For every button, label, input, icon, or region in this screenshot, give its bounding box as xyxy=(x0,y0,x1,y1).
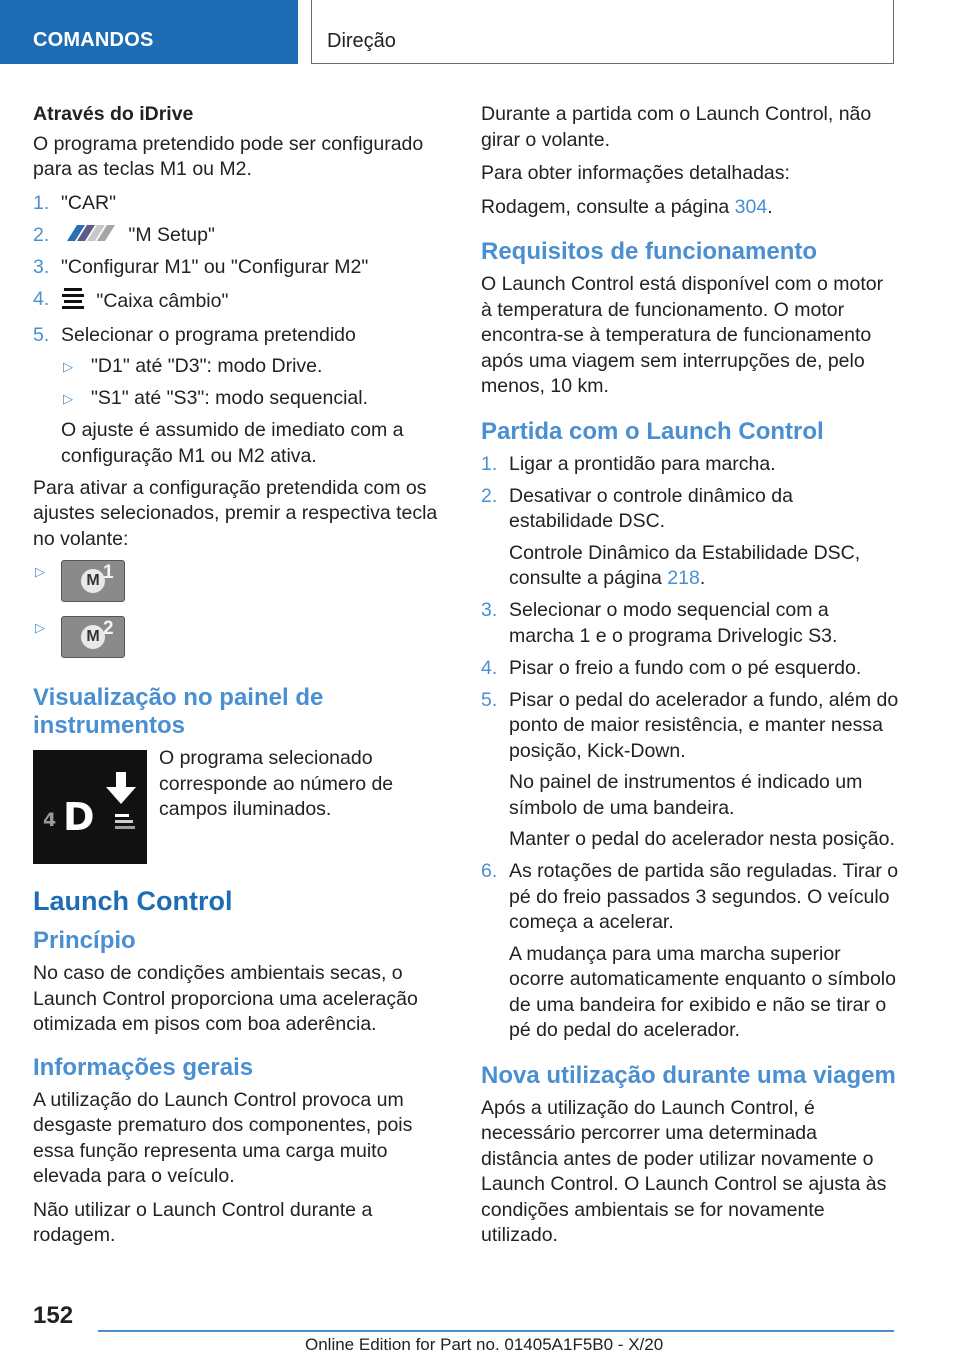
gear-number-label: 4 xyxy=(43,809,57,832)
m1-key-icon xyxy=(61,560,125,602)
section-header xyxy=(0,0,298,64)
step-text: Pisar o freio a fundo com o pé esquerdo. xyxy=(509,656,862,679)
list-item xyxy=(33,255,451,281)
step-number: 3. xyxy=(481,599,498,621)
display-heading: Visualização no painel de instrumentos xyxy=(33,684,324,740)
reuse-heading: Nova utilização durante uma viagem xyxy=(481,1061,896,1089)
start-heading: Partida com o Launch Control xyxy=(481,417,824,445)
step-text: Selecionar o modo sequencial com a marcha 1 e o programa Drivelogic S3. xyxy=(509,599,838,647)
left-column xyxy=(33,102,451,1257)
m-key-letter: M xyxy=(81,625,105,649)
m-key-letter: M xyxy=(81,569,105,593)
step-text: Pisar o pedal do acelerador a fundo, além do ponto de maior resistência, e manter nessa posição, Kick-Down. xyxy=(509,688,899,762)
page-link[interactable]: 218 xyxy=(667,567,700,589)
step-text: Selecionar o programa pretendido xyxy=(61,323,356,346)
list-item xyxy=(481,452,899,478)
list-item xyxy=(33,560,451,604)
intro-text-1: Durante a partida com o Launch Control, não girar o volante. xyxy=(481,103,872,151)
list-item xyxy=(61,354,451,380)
m-key-number: 2 xyxy=(103,618,114,640)
m-key-number: 1 xyxy=(103,562,114,584)
list-item xyxy=(33,223,451,249)
reuse-text: Após a utilização do Launch Control, é necessário percorrer uma determinada distância antes de poder utilizar novamente o Launch Control. O Launch Control se ajusta às condições ambientais se for novamente utilizado. xyxy=(481,1096,887,1246)
step-number: 2. xyxy=(481,484,498,507)
program-bars-icon xyxy=(115,814,135,829)
step-note: Manter o pedal do acelerador nesta posição. xyxy=(509,828,895,850)
section-title: COMANDOS xyxy=(33,29,154,51)
page-link[interactable]: 304 xyxy=(734,195,768,218)
step-number: 5. xyxy=(481,688,498,711)
step-text: Desativar o controle dinâmico da estabilidade DSC. xyxy=(509,484,793,532)
list-item xyxy=(481,656,899,682)
triangle-bullet-icon: ▷ xyxy=(35,620,45,636)
step-note xyxy=(509,541,899,592)
step-text: "Configurar M1" ou "Configurar M2" xyxy=(61,255,369,278)
page-number: 152 xyxy=(33,1302,74,1329)
list-item xyxy=(481,859,899,1044)
m2-key-icon xyxy=(61,616,125,658)
breakin-reference xyxy=(481,195,899,221)
option-text: "D1" até "D3": modo Drive. xyxy=(91,355,323,378)
display-text: O programa selecionado corresponde ao número de campos iluminados. xyxy=(159,747,394,821)
step-text: As rotações de partida são reguladas. Tirar o pé do freio passados 3 segundos. O veículo começa a acelerar. xyxy=(509,860,899,933)
edition-text: Online Edition for Part no. 01405A1F5B0 - X/20 xyxy=(305,1335,664,1354)
idrive-steps xyxy=(33,191,451,470)
start-steps xyxy=(481,452,899,1044)
step-text: "Caixa câmbio" xyxy=(96,289,229,312)
requirements-heading: Requisitos de funcionamento xyxy=(481,238,818,265)
footer-divider xyxy=(98,1330,894,1332)
step-number: 4. xyxy=(481,656,498,679)
step-number: 6. xyxy=(481,860,498,882)
list-item xyxy=(61,386,451,412)
step-text: "CAR" xyxy=(61,191,117,214)
reference-suffix: . xyxy=(767,195,773,218)
gear-display-figure xyxy=(33,750,147,864)
chapter-tab xyxy=(311,0,894,64)
step-text: "M Setup" xyxy=(128,223,215,246)
display-figure-row xyxy=(33,746,451,871)
step-note: A mudança para uma marcha superior ocorre automaticamente enquanto o símbolo de uma bandeira for exibido e não se tirar o pé do pedal do acelerador. xyxy=(509,942,896,1041)
step-number: 1. xyxy=(481,452,498,475)
launch-control-heading: Launch Control xyxy=(33,886,233,917)
step-note: No painel de instrumentos é indicado um símbolo de uma bandeira. xyxy=(509,771,863,819)
intro-text-2: Para obter informações detalhadas: xyxy=(481,162,790,184)
right-column xyxy=(481,102,899,1257)
m-stripes-icon xyxy=(61,223,117,249)
reference-text: Controle Dinâmico da Estabilidade DSC, consulte a página xyxy=(509,541,861,589)
program-options xyxy=(61,354,451,412)
triangle-bullet-icon: ▷ xyxy=(63,391,73,407)
triangle-bullet-icon: ▷ xyxy=(35,564,45,580)
list-item xyxy=(33,191,451,217)
reference-suffix: . xyxy=(699,567,706,589)
step-number: 3. xyxy=(33,255,50,278)
requirements-text: O Launch Control está disponível com o motor à temperatura de funcionamento. O motor encontra-se à temperatura de funcionamento após uma viagem sem interrupções de, pelo menos, 10 km. xyxy=(481,273,884,397)
list-item xyxy=(481,598,899,649)
idrive-intro: O programa pretendido pode ser configurado para as teclas M1 ou M2. xyxy=(33,132,424,180)
activate-text: Para ativar a configuração pretendida com os ajustes selecionados, premir a respectiva tecla no volante: xyxy=(33,476,438,550)
list-item xyxy=(33,287,451,317)
list-item xyxy=(481,688,899,853)
list-item xyxy=(33,323,451,470)
steering-keys xyxy=(33,560,451,660)
principle-heading: Princípio xyxy=(33,927,136,955)
reference-text: Rodagem, consulte a página xyxy=(481,195,735,218)
step-number: 4. xyxy=(33,287,50,310)
chapter-title: Direção xyxy=(327,30,396,52)
gearbox-icon xyxy=(61,287,85,317)
gear-letter-label: D xyxy=(63,795,95,840)
principle-text: No caso de condições ambientais secas, o Launch Control proporciona uma aceleração otimizada em pisos com boa aderência. xyxy=(33,962,418,1036)
option-text: "S1" até "S3": modo sequencial. xyxy=(91,387,369,410)
general-text-2: Não utilizar o Launch Control durante a rodagem. xyxy=(33,1198,373,1247)
list-item xyxy=(481,484,899,592)
step-number: 1. xyxy=(33,191,50,214)
idrive-heading: Através do iDrive xyxy=(33,103,194,125)
general-info-heading: Informações gerais xyxy=(33,1053,254,1081)
step-number: 5. xyxy=(33,323,50,346)
step5-note: O ajuste é assumido de imediato com a configuração M1 ou M2 ativa. xyxy=(61,419,404,467)
step-number: 2. xyxy=(33,223,50,246)
triangle-bullet-icon: ▷ xyxy=(63,359,73,375)
list-item xyxy=(33,616,451,660)
general-text-1: A utilização do Launch Control provoca um desgaste prematuro dos componentes, pois essa função representa uma carga muito elevada para o veículo. xyxy=(33,1088,413,1188)
step-text: Ligar a prontidão para marcha. xyxy=(509,452,776,475)
arrow-down-icon xyxy=(106,772,136,804)
